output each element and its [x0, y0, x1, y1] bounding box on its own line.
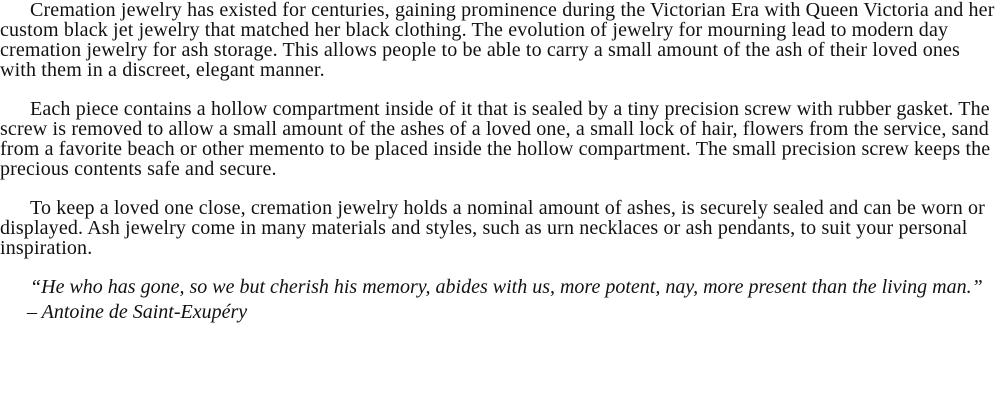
- quote-attribution: – Antoine de Saint-Exupéry: [27, 301, 248, 323]
- paragraph-history: Cremation jewelry has existed for centuries, gaining prominence during the Victorian Era with Queen Victoria and her custom black jet jewelry that matched her black clothing. The evolution of jewelry for mourning lead to modern day cremation jewelry for ash storage. This allows people to be able to carry a small amount of the ash of their loved ones with them in a discreet, elegant manner.: [0, 0, 995, 81]
- paragraph-compartment: Each piece contains a hollow compartment inside of it that is sealed by a tiny precision screw with rubber gasket. The screw is removed to allow a small amount of the ashes of a loved one, a small lock of hair, flowers from the service, sand from a favorite beach or other memento to be placed inside the hollow compartment. The small precision screw keeps the precious contents safe and secure.: [0, 98, 991, 180]
- quote-text: “He who has gone, so we but cherish his memory, abides with us, more potent, nay, more present than the living man.”: [30, 276, 983, 298]
- paragraph-keepsake: To keep a loved one close, cremation jewelry holds a nominal amount of ashes, is securely sealed and can be worn or displayed. Ash jewelry come in many materials and styles, such as urn necklaces or ash pendants, to suit your personal inspiration.: [0, 197, 985, 259]
